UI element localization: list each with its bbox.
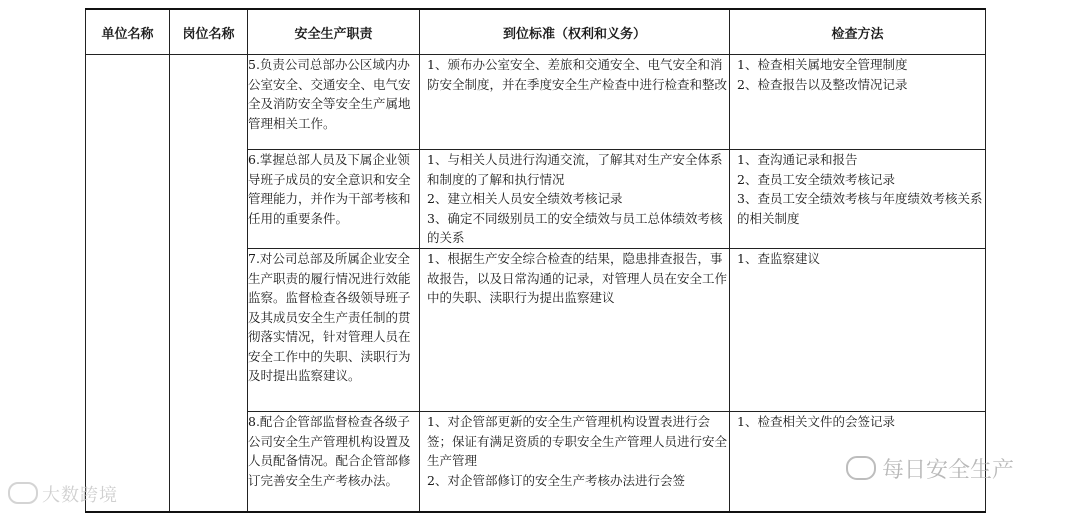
header-duty: 安全生产职责 xyxy=(248,9,420,55)
table-row xyxy=(86,55,986,150)
method-cell: 1、查监察建议 xyxy=(730,249,986,412)
duty-cell: 8.配合企管部监督检查各级子公司安全生产管理机构设置及人员配备情况。配合企管部修订完善安全生产考核办法。 xyxy=(248,412,420,512)
standard-cell: 1、对企管部更新的安全生产管理机构设置表进行会签；保证有满足资质的专职安全生产管理人员进行安全生产管理 2、对企管部修订的安全生产考核办法进行会签 xyxy=(420,412,730,512)
unit-cell xyxy=(86,55,170,512)
header-standard: 到位标准（权利和义务） xyxy=(420,9,730,55)
header-method: 检查方法 xyxy=(730,9,986,55)
method-cell: 1、检查相关属地安全管理制度 2、检查报告以及整改情况记录 xyxy=(730,55,986,150)
header-unit: 单位名称 xyxy=(86,9,170,55)
watermark-left-text: 大数跨境 xyxy=(42,485,118,506)
position-cell xyxy=(170,55,248,512)
brand-logo-icon xyxy=(8,482,38,504)
watermark-left xyxy=(8,481,118,507)
duty-cell: 6.掌握总部人员及下属企业领导班子成员的安全意识和安全管理能力，并作为干部考核和任用的重要条件。 xyxy=(248,150,420,249)
responsibility-table xyxy=(85,8,986,513)
standard-cell: 1、根据生产安全综合检查的结果，隐患排查报告，事故报告，以及日常沟通的记录，对管理人员在安全工作中的失职、渎职行为提出监察建议 xyxy=(420,249,730,412)
header-position: 岗位名称 xyxy=(170,9,248,55)
duty-cell: 7.对公司总部及所属企业安全生产职责的履行情况进行效能监察。监督检查各级领导班子及其成员安全生产责任制的贯彻落实情况，针对管理人员在安全工作中的失职、渎职行为及时提出监察建议。 xyxy=(248,249,420,412)
wechat-icon xyxy=(846,456,876,480)
method-cell: 1、查沟通记录和报告 2、查员工安全绩效考核记录 3、查员工安全绩效考核与年度绩效考核关系的相关制度 xyxy=(730,150,986,249)
method-cell: 1、检查相关文件的会签记录 xyxy=(730,412,986,512)
standard-cell: 1、颁布办公室安全、差旅和交通安全、电气安全和消防安全制度，并在季度安全生产检查中进行检查和整改 xyxy=(420,55,730,150)
watermark-right xyxy=(846,453,1014,484)
duty-cell: 5.负责公司总部办公区域内办公室安全、交通安全、电气安全及消防安全等安全生产属地管理相关工作。 xyxy=(248,55,420,150)
standard-cell: 1、与相关人员进行沟通交流，了解其对生产安全体系和制度的了解和执行情况 2、建立相关人员安全绩效考核记录 3、确定不同级别员工的安全绩效与员工总体绩效考核的关系 xyxy=(420,150,730,249)
header-row xyxy=(86,9,986,55)
watermark-right-text: 每日安全生产 xyxy=(882,458,1015,483)
